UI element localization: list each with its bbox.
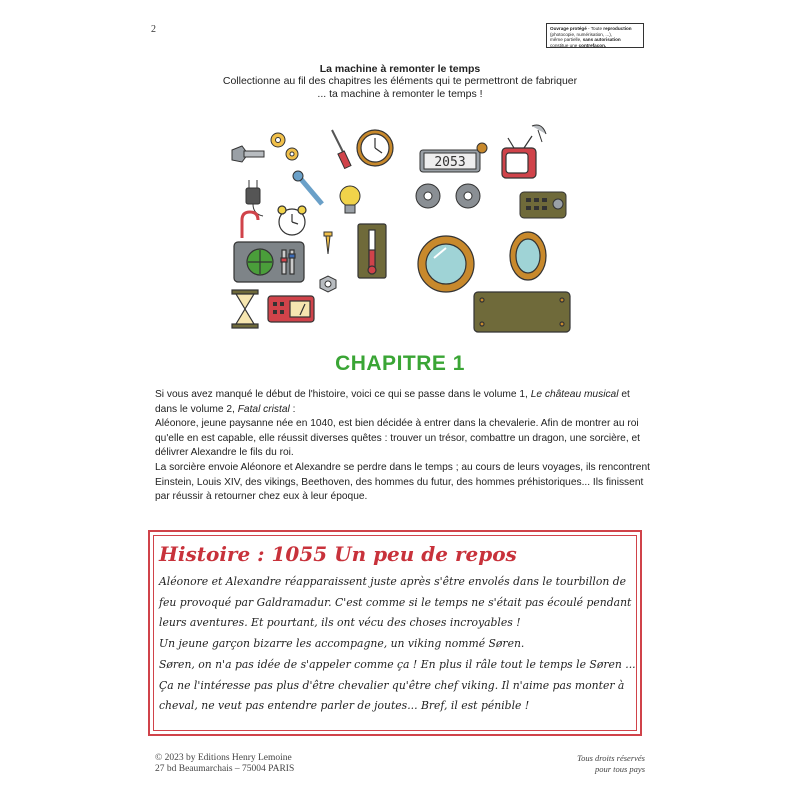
intro-p1-middle: et dans le volume 2, [155, 389, 630, 415]
legal-line1b: - Toute [586, 26, 604, 31]
intro-paragraph-2: Aléonore, jeune paysanne née en 1040, est bien décidée à entrer dans la chevalerie. Afin de montrer au roi qu'elle en est capable, elle réussit diverses quêtes : trouver un trésor, combattre un dragon, une sorcière, et délivrer Alexandre le fils du roi. [155, 418, 640, 459]
legal-line1a: Ouvrage protégé [550, 26, 587, 31]
gears-pair-icon [416, 184, 480, 208]
page-title: La machine à remonter le temps [319, 63, 481, 75]
wall-clock-icon [357, 130, 393, 166]
year-counter-digits: 2053 [434, 155, 466, 170]
page-number: 2 [151, 24, 156, 35]
hourglass-icon [232, 290, 258, 328]
intro-book2-title: Fatal cristal [237, 403, 290, 415]
oval-porthole-icon [510, 232, 546, 280]
wrench-icon [293, 171, 322, 204]
riveted-panel-icon [474, 292, 570, 332]
rights-line-1: Tous droits réservés [577, 753, 645, 763]
subtitle-line-2: ... ta machine à remonter le temps ! [317, 88, 483, 100]
rights-footer [577, 753, 645, 775]
legal-line4: constitue une [550, 42, 579, 48]
nut-icon [320, 276, 336, 292]
publisher-name: © 2023 by Editions Henry Lemoine [155, 753, 292, 763]
screw-icon [324, 232, 332, 254]
gauge-radio-icon [268, 296, 314, 322]
intro-paragraph-3: La sorcière envoie Aléonore et Alexandre se perdre dans le temps ; au cours de leurs voyages, ils rencontrent Einstein, Louis XIV, des vikings, Beethoven, des hommes du futur, des hommes préhistoriques... Ils finissent par réussir à retourner chez eux à leur époque. [155, 462, 650, 503]
chapter-heading: CHAPITRE 1 [335, 352, 465, 375]
intro-book1-title: Le château musical [530, 389, 619, 400]
intro-p1-after: : [289, 403, 296, 415]
legal-line2: (photocopie, numérisation, ...), [550, 31, 613, 37]
porthole-icon [418, 236, 474, 292]
control-box-icon [234, 242, 304, 282]
story-paragraph-2: Un jeune garçon bizarre les accompagne, un viking nommé Søren. [159, 637, 525, 650]
legal-line1c: reproduction [603, 26, 632, 31]
legal-line3: même partielle, [550, 37, 583, 43]
legal-line3b: sans autorisation [582, 37, 621, 43]
copyright-notice-box [546, 23, 644, 48]
time-machine-parts-illustration [220, 118, 590, 333]
legal-line4b: contrefaçon. [578, 42, 607, 48]
story-title: Histoire : 1055 Un peu de repos [159, 542, 517, 566]
publisher-footer [155, 753, 294, 775]
story-paragraph-3: Søren, on n'a pas idée de s'appeler comme ça ! En plus il râle tout le temps le Søren ... Ça ne l'intéresse pas plus d'être chevalier qu'être chef viking. Il n'aime pas monter à cheval, ne veut pas entendre parler de joutes... Bref, il est pénible ! [159, 658, 636, 712]
alarm-clock-icon [278, 206, 306, 235]
subtitle-line-1: Collectionne au fil des chapitres les éléments qui te permettront de fabriquer [222, 75, 578, 87]
satellite-dish-icon [532, 125, 546, 142]
thermometer-panel-icon [358, 224, 386, 278]
candy-cane-icon [242, 212, 258, 238]
publisher-address: 27 bd Beaumarchais – 75004 PARIS [155, 764, 295, 774]
retro-tv-icon [502, 136, 536, 178]
intro-p1-before: Si vous avez manqué le début de l'histoire, voici ce qui se passe dans le volume 1, [155, 389, 531, 400]
rights-line-2: pour tous pays [594, 764, 645, 774]
small-gears-icon [271, 133, 298, 160]
screwdriver-icon [332, 130, 351, 169]
story-paragraph-1: Aléonore et Alexandre réapparaissent juste après s'être envolés dans le tourbillon de feu provoqué par Galdramadur. C'est comme si le temps ne s'était pas écoulé pendant leurs aventures. Et pourtant, ils ont vécu des choses incroyables ! [159, 575, 632, 629]
light-bulb-icon [340, 186, 360, 213]
radio-keypad-icon [520, 192, 566, 218]
intro-paragraph-1 [155, 388, 652, 417]
bolt-icon [232, 146, 264, 162]
year-counter-icon [420, 143, 487, 172]
